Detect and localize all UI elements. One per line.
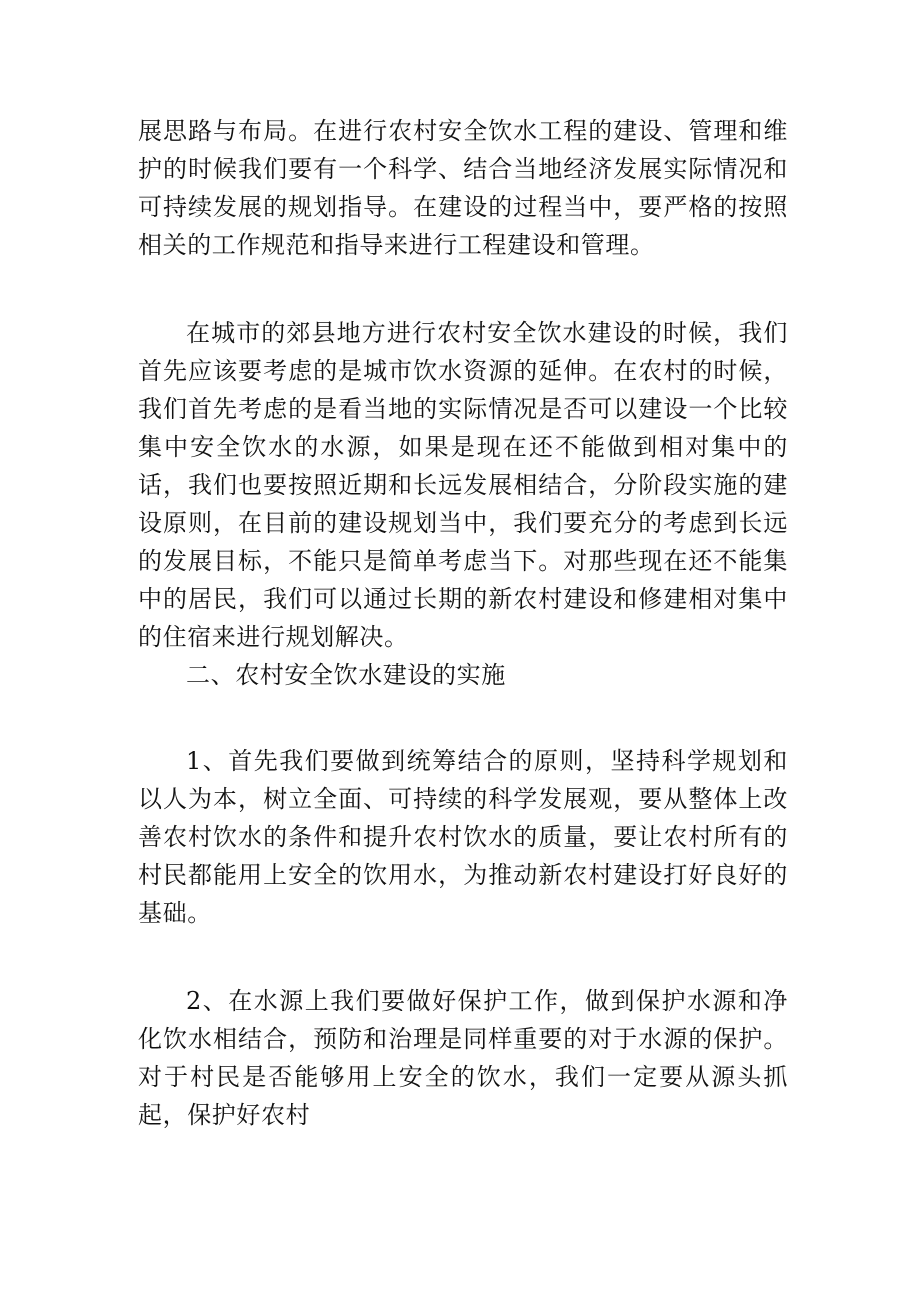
paragraph-suburban-water: 在城市的郊县地方进行农村安全饮水建设的时候，我们首先应该要考虑的是城市饮水资源的延伸。在农村的时候，我们首先考虑的是看当地的实际情况是否可以建设一个比较集中安全饮水的水源，如果是现在还不能做到相对集中的话，我们也要按照近期和长远发展相结合，分阶段实施的建设原则，在目前的建设规划当中，我们要充分的考虑到长远的发展目标，不能只是简单考虑当下。对那些现在还不能集中的居民，我们可以通过长期的新农村建设和修建相对集中的住宿来进行规划解决。 bbox=[138, 319, 788, 651]
paragraph-principle-one: 1、首先我们要做到统筹结合的原则，坚持科学规划和以人为本，树立全面、可持续的科学发展观，要从整体上改善农村饮水的条件和提升农村饮水的质量，要让农村所有的村民都能用上安全的饮用水，为推动新农村建设打好良好的基础。 bbox=[138, 747, 788, 927]
document-body bbox=[138, 112, 788, 1134]
paragraph-principle-two: 2、在水源上我们要做好保护工作，做到保护水源和净化饮水相结合，预防和治理是同样重要的对于水源的保护。对于村民是否能够用上安全的饮水，我们一定要从源头抓起，保护好农村 bbox=[138, 987, 788, 1129]
paragraph-continuation: 展思路与布局。在进行农村安全饮水工程的建设、管理和维护的时候我们要有一个科学、结合当地经济发展实际情况和可持续发展的规划指导。在建设的过程当中，要严格的按照相关的工作规范和指导来进行工程建设和管理。 bbox=[138, 117, 788, 259]
section-heading-implementation: 二、农村安全饮水建设的实施 bbox=[186, 661, 506, 689]
